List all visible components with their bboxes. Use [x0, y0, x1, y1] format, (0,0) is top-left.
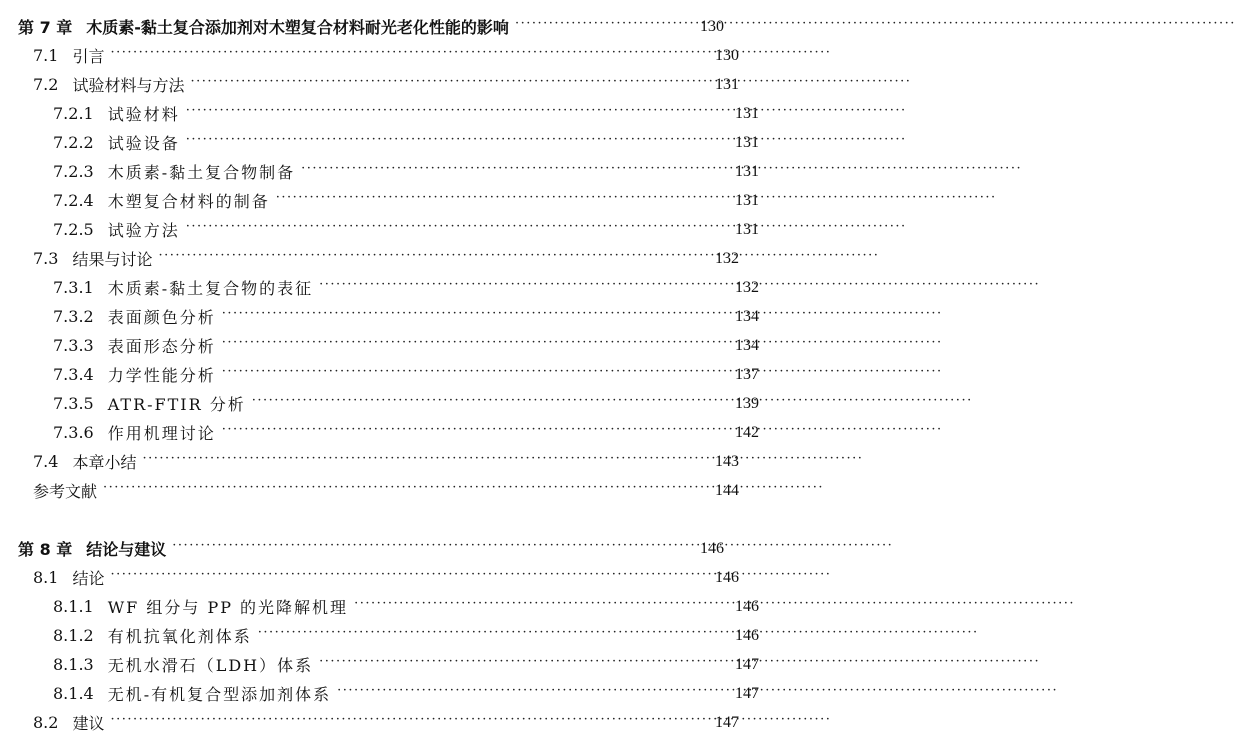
dot-leader	[252, 397, 725, 411]
toc-entry-number: 7.2	[33, 75, 59, 94]
toc-entry-title: 结论与建议	[86, 540, 167, 559]
toc-entry-number: 7.2.3	[53, 162, 94, 181]
dot-leader	[110, 571, 705, 585]
toc-entry-number: 7.3	[33, 249, 59, 268]
toc-entry-page: 131	[735, 162, 759, 180]
toc-entry-page: 130	[715, 46, 739, 64]
toc-entry-number: 第 8 章	[18, 540, 73, 559]
dot-leader	[276, 194, 725, 208]
toc-entry[interactable]	[0, 99, 783, 128]
toc-entry-title: 有机抗氧化剂体系	[107, 627, 252, 646]
toc-entry-number: 第 7 章	[18, 18, 73, 37]
toc-entry-title: 试验方法	[107, 221, 180, 240]
dot-leader	[222, 339, 725, 353]
toc-entry[interactable]	[0, 331, 783, 360]
dot-leader	[190, 78, 705, 92]
toc-entry[interactable]	[0, 389, 783, 418]
toc-entry-page: 146	[715, 568, 739, 586]
toc-entry-number: 8.2	[33, 713, 59, 732]
toc-entry-title: 结论	[72, 569, 105, 588]
toc-entry-page: 147	[735, 655, 759, 673]
toc-entry-title: 表面颜色分析	[107, 308, 216, 327]
toc-entry-title: 建议	[72, 714, 105, 733]
dot-leader	[142, 455, 705, 469]
toc-entry-title: 试验材料	[107, 105, 180, 124]
toc-entry-number: 7.3.3	[53, 336, 94, 355]
toc-entry-page: 144	[715, 481, 739, 499]
dot-leader	[186, 223, 725, 237]
toc-entry[interactable]	[0, 418, 783, 447]
dot-leader	[222, 368, 725, 382]
toc-entry-number: 7.3.6	[53, 423, 94, 442]
toc-entry-page: 134	[735, 336, 759, 354]
toc-entry-number: 7.3.1	[53, 278, 94, 297]
toc-entry-number: 7.3.5	[53, 394, 94, 413]
toc-entry-number: 7.3.2	[53, 307, 94, 326]
toc-entry-page: 131	[735, 133, 759, 151]
toc-entry-page: 146	[735, 597, 759, 615]
toc-entry[interactable]	[0, 708, 763, 737]
toc-entry[interactable]	[0, 650, 783, 679]
toc-entry[interactable]	[0, 157, 783, 186]
toc-entry-page: 132	[715, 249, 739, 267]
dot-leader	[354, 600, 725, 614]
toc-entry-title: 结果与讨论	[72, 250, 153, 269]
toc-entry[interactable]	[0, 360, 783, 389]
toc-entry-page: 146	[735, 626, 759, 644]
toc-entry-number: 8.1.4	[53, 684, 94, 703]
toc-entry[interactable]	[0, 447, 763, 476]
toc-entry-title: 无机-有机复合型添加剂体系	[107, 685, 332, 704]
dot-leader	[103, 484, 705, 498]
toc-entry-title: 力学性能分析	[107, 366, 216, 385]
toc-entry-page: 131	[735, 104, 759, 122]
toc-entry[interactable]	[0, 476, 763, 505]
toc-entry[interactable]	[0, 563, 763, 592]
toc-entry-page: 131	[715, 75, 739, 93]
toc-entry-number: 8.1	[33, 568, 59, 587]
toc-entry-title: 木质素-黏土复合物的表征	[107, 279, 314, 298]
toc-entry-number: 8.1.2	[53, 626, 94, 645]
toc-entry[interactable]	[0, 534, 748, 563]
toc-entry-number: 8.1.1	[53, 597, 94, 616]
toc-entry[interactable]	[0, 186, 783, 215]
toc-entry-title: 试验材料与方法	[72, 76, 185, 95]
dot-leader	[515, 20, 690, 34]
toc-entry-title: 作用机理讨论	[107, 424, 216, 443]
toc-entry-title: 木质素-黏土复合添加剂对木塑复合材料耐光老化性能的影响	[86, 18, 509, 37]
toc-entry-title: 参考文献	[33, 482, 98, 501]
dot-leader	[319, 281, 725, 295]
dot-leader	[186, 107, 725, 121]
dot-leader	[158, 252, 705, 266]
toc-entry[interactable]	[0, 302, 783, 331]
toc-entry-page: 134	[735, 307, 759, 325]
dot-leader	[337, 687, 725, 701]
dot-leader	[301, 165, 725, 179]
dot-leader	[186, 136, 725, 150]
toc-entry-number: 7.3.4	[53, 365, 94, 384]
toc-entry[interactable]	[0, 215, 783, 244]
toc-entry-number: 7.2.1	[53, 104, 94, 123]
toc-entry-page: 131	[735, 191, 759, 209]
toc-entry-title: WF 组分与 PP 的光降解机理	[107, 598, 349, 617]
toc-entry-number: 7.1	[33, 46, 59, 65]
toc-entry[interactable]	[0, 273, 783, 302]
dot-leader	[172, 542, 690, 556]
toc-entry[interactable]	[0, 128, 783, 157]
dot-leader	[110, 716, 705, 730]
toc-entry-page: 143	[715, 452, 739, 470]
toc-entry-page: 147	[735, 684, 759, 702]
toc-entry-title: 木质素-黏土复合物制备	[107, 163, 296, 182]
toc-entry[interactable]	[0, 70, 763, 99]
toc-entry-title: 木塑复合材料的制备	[107, 192, 270, 211]
toc-entry-number: 7.2.5	[53, 220, 94, 239]
toc-entry-number: 8.1.3	[53, 655, 94, 674]
dot-leader	[258, 629, 725, 643]
toc-entry-page: 137	[735, 365, 759, 383]
toc-entry[interactable]	[0, 592, 783, 621]
toc-entry-title: ATR-FTIR 分析	[107, 395, 246, 414]
toc-entry-number: 7.4	[33, 452, 59, 471]
toc-entry-title: 引言	[72, 47, 105, 66]
toc-entry[interactable]	[0, 679, 783, 708]
toc-entry-page: 142	[735, 423, 759, 441]
toc-entry-title: 本章小结	[72, 453, 137, 472]
dot-leader	[222, 426, 725, 440]
toc-entry-number: 7.2.2	[53, 133, 94, 152]
toc-entry-number: 7.2.4	[53, 191, 94, 210]
toc-entry-page: 139	[735, 394, 759, 412]
toc-entry-page: 130	[700, 17, 724, 35]
toc-entry-page: 131	[735, 220, 759, 238]
toc-entry-title: 表面形态分析	[107, 337, 216, 356]
dot-leader	[319, 658, 725, 672]
toc-entry-page: 147	[715, 713, 739, 731]
dot-leader	[222, 310, 725, 324]
toc-entry[interactable]	[0, 12, 748, 41]
toc-entry-page: 132	[735, 278, 759, 296]
dot-leader	[110, 49, 705, 63]
toc-entry[interactable]	[0, 621, 783, 650]
toc-entry-title: 试验设备	[107, 134, 180, 153]
toc-entry[interactable]	[0, 244, 763, 273]
toc-entry[interactable]	[0, 41, 763, 70]
toc-entry-title: 无机水滑石（LDH）体系	[107, 656, 314, 675]
toc-entry-page: 146	[700, 539, 724, 557]
